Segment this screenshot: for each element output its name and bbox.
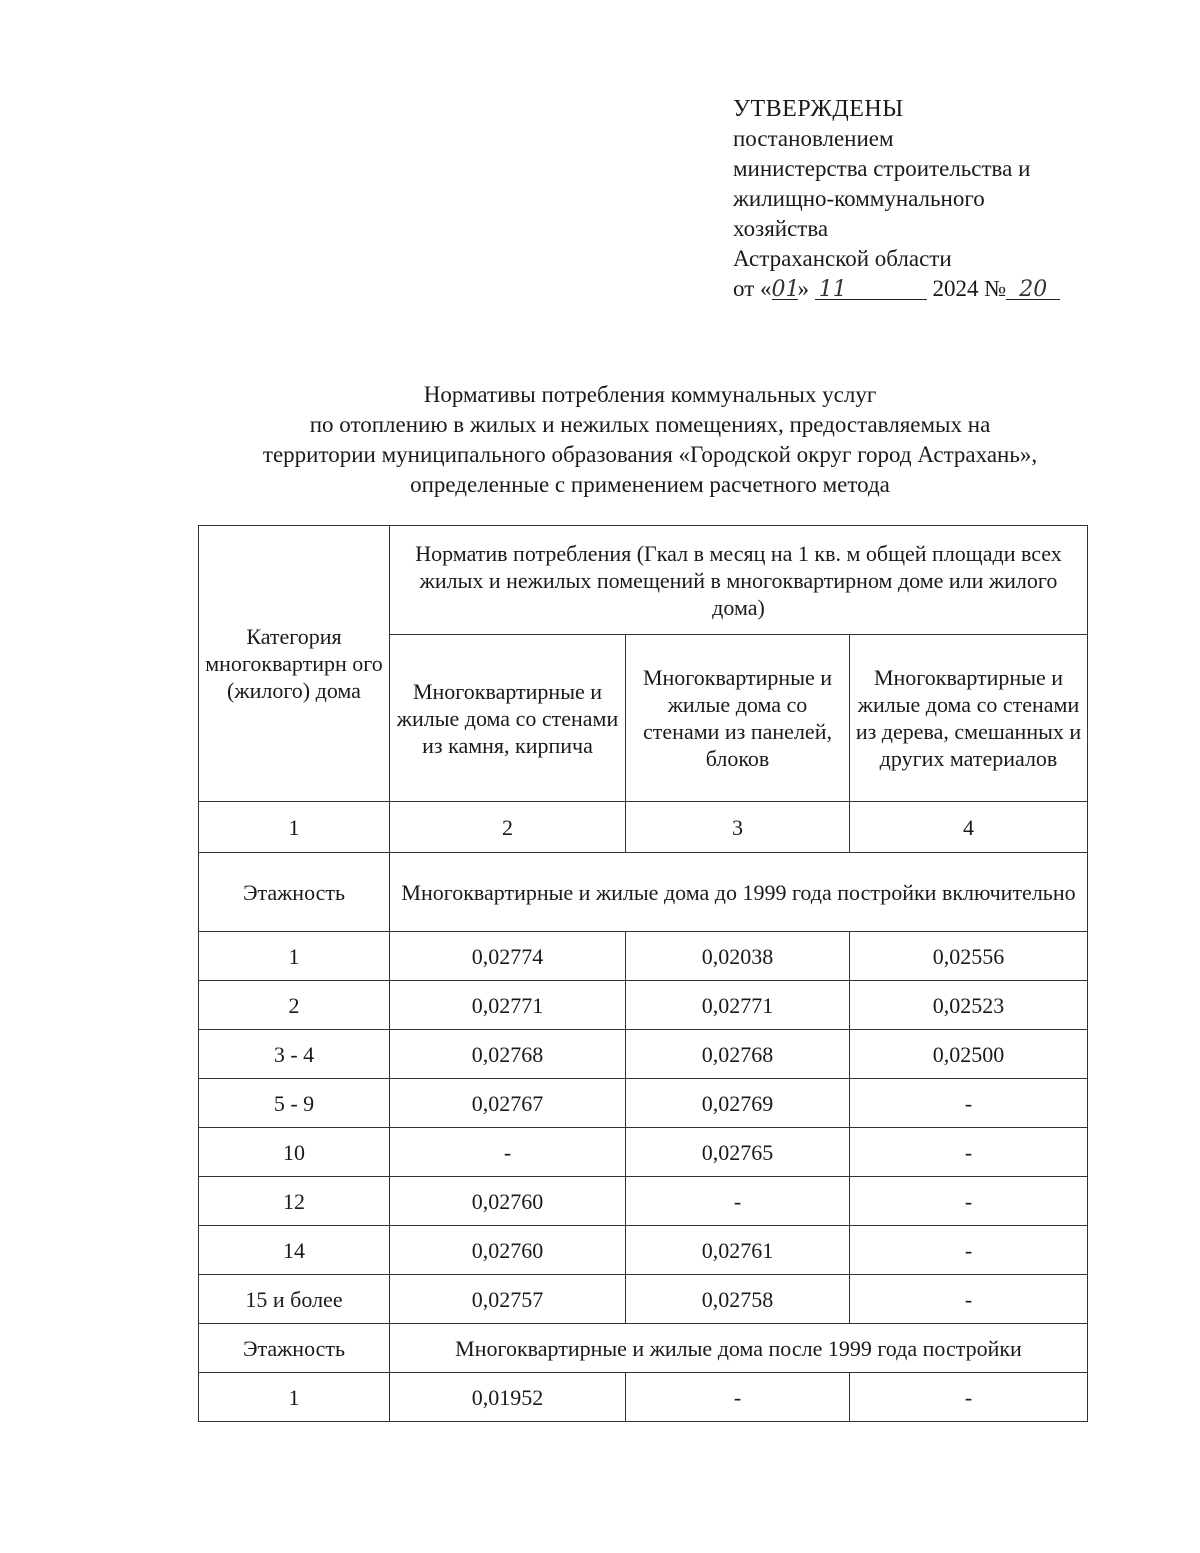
doc-number-handwritten: 20 — [1006, 275, 1060, 300]
section-label: Этажность — [199, 1324, 390, 1373]
title-line: по отоплению в жилых и нежилых помещениях, предоставляемых на — [309, 412, 991, 437]
approval-line: постановлением — [733, 126, 894, 151]
section-header-row — [199, 853, 1088, 932]
section-title: Многоквартирные и жилые дома после 1999 года постройки — [390, 1324, 1088, 1373]
floors-cell: 1 — [199, 932, 390, 981]
value-cell: 0,02768 — [390, 1030, 626, 1079]
value-cell: - — [850, 1226, 1088, 1275]
floors-cell: 12 — [199, 1177, 390, 1226]
section-header-row — [199, 1324, 1088, 1373]
column-number: 2 — [390, 802, 626, 853]
floors-cell: 3 - 4 — [199, 1030, 390, 1079]
value-cell: 0,02500 — [850, 1030, 1088, 1079]
value-cell: 0,02757 — [390, 1275, 626, 1324]
floors-cell: 2 — [199, 981, 390, 1030]
col-header-stone: Многоквартирные и жилые дома со стенами из камня, кирпича — [390, 635, 626, 802]
column-number: 4 — [850, 802, 1088, 853]
table-row — [199, 1373, 1088, 1422]
value-cell: 0,02771 — [390, 981, 626, 1030]
value-cell: - — [850, 1128, 1088, 1177]
table-row — [199, 1177, 1088, 1226]
floors-cell: 14 — [199, 1226, 390, 1275]
floors-cell: 5 - 9 — [199, 1079, 390, 1128]
date-mid: » — [797, 276, 809, 301]
value-cell: 0,02774 — [390, 932, 626, 981]
column-number: 3 — [626, 802, 850, 853]
value-cell: 0,02767 — [390, 1079, 626, 1128]
approval-line: Астраханской области — [733, 246, 952, 271]
value-cell: - — [850, 1177, 1088, 1226]
year-text: 2024 № — [932, 276, 1007, 301]
date-month-handwritten: 11 — [815, 275, 927, 300]
column-number-row — [199, 802, 1088, 853]
norms-table — [198, 525, 1088, 1422]
value-cell: - — [626, 1373, 850, 1422]
col-header-norm-group: Норматив потребления (Гкал в месяц на 1 кв. м общей площади всех жилых и нежилых помещений в многоквартирном доме или жилого дома) — [390, 526, 1088, 635]
table-row — [199, 1275, 1088, 1324]
value-cell: 0,02760 — [390, 1226, 626, 1275]
floors-cell: 10 — [199, 1128, 390, 1177]
approval-heading: УТВЕРЖДЕНЫ — [733, 96, 904, 122]
header-row-group — [199, 526, 1088, 635]
value-cell: 0,02038 — [626, 932, 850, 981]
norms-table-wrapper — [198, 525, 1087, 1422]
approval-date-line — [733, 274, 1133, 304]
table-row — [199, 932, 1088, 981]
table-row — [199, 1128, 1088, 1177]
value-cell: 0,02523 — [850, 981, 1088, 1030]
value-cell: 0,02768 — [626, 1030, 850, 1079]
value-cell: - — [850, 1079, 1088, 1128]
value-cell: 0,02761 — [626, 1226, 850, 1275]
approval-stamp — [733, 94, 1133, 304]
table-row — [199, 1030, 1088, 1079]
table-row — [199, 1226, 1088, 1275]
floors-cell: 1 — [199, 1373, 390, 1422]
column-number: 1 — [199, 802, 390, 853]
col-header-wood: Многоквартирные и жилые дома со стенами из дерева, смешанных и других материалов — [850, 635, 1088, 802]
value-cell: 0,02771 — [626, 981, 850, 1030]
section-title: Многоквартирные и жилые дома до 1999 года постройки включительно — [390, 853, 1088, 932]
date-day-handwritten: 01 — [771, 277, 800, 302]
value-cell: - — [390, 1128, 626, 1177]
approval-line: министерства строительства и — [733, 156, 1031, 181]
value-cell: - — [850, 1373, 1088, 1422]
title-line: Нормативы потребления коммунальных услуг — [423, 382, 877, 407]
col-header-category: Категория многоквартирн ого (жилого) дома — [199, 526, 390, 802]
col-header-panel: Многоквартирные и жилые дома со стенами из панелей, блоков — [626, 635, 850, 802]
title-line: территории муниципального образования «Городской округ город Астрахань», — [262, 442, 1038, 467]
date-prefix: от « — [733, 276, 772, 301]
approval-line: хозяйства — [733, 216, 829, 241]
value-cell: 0,02758 — [626, 1275, 850, 1324]
approval-line: жилищно-коммунального — [733, 186, 985, 211]
floors-cell: 15 и более — [199, 1275, 390, 1324]
value-cell: 0,02760 — [390, 1177, 626, 1226]
table-row — [199, 981, 1088, 1030]
title-line: определенные с применением расчетного метода — [410, 472, 890, 497]
value-cell: 0,02765 — [626, 1128, 850, 1177]
value-cell: 0,02769 — [626, 1079, 850, 1128]
section-label: Этажность — [199, 853, 390, 932]
value-cell: - — [850, 1275, 1088, 1324]
value-cell: - — [626, 1177, 850, 1226]
table-row — [199, 1079, 1088, 1128]
value-cell: 0,02556 — [850, 932, 1088, 981]
value-cell: 0,01952 — [390, 1373, 626, 1422]
document-title — [200, 380, 1100, 500]
